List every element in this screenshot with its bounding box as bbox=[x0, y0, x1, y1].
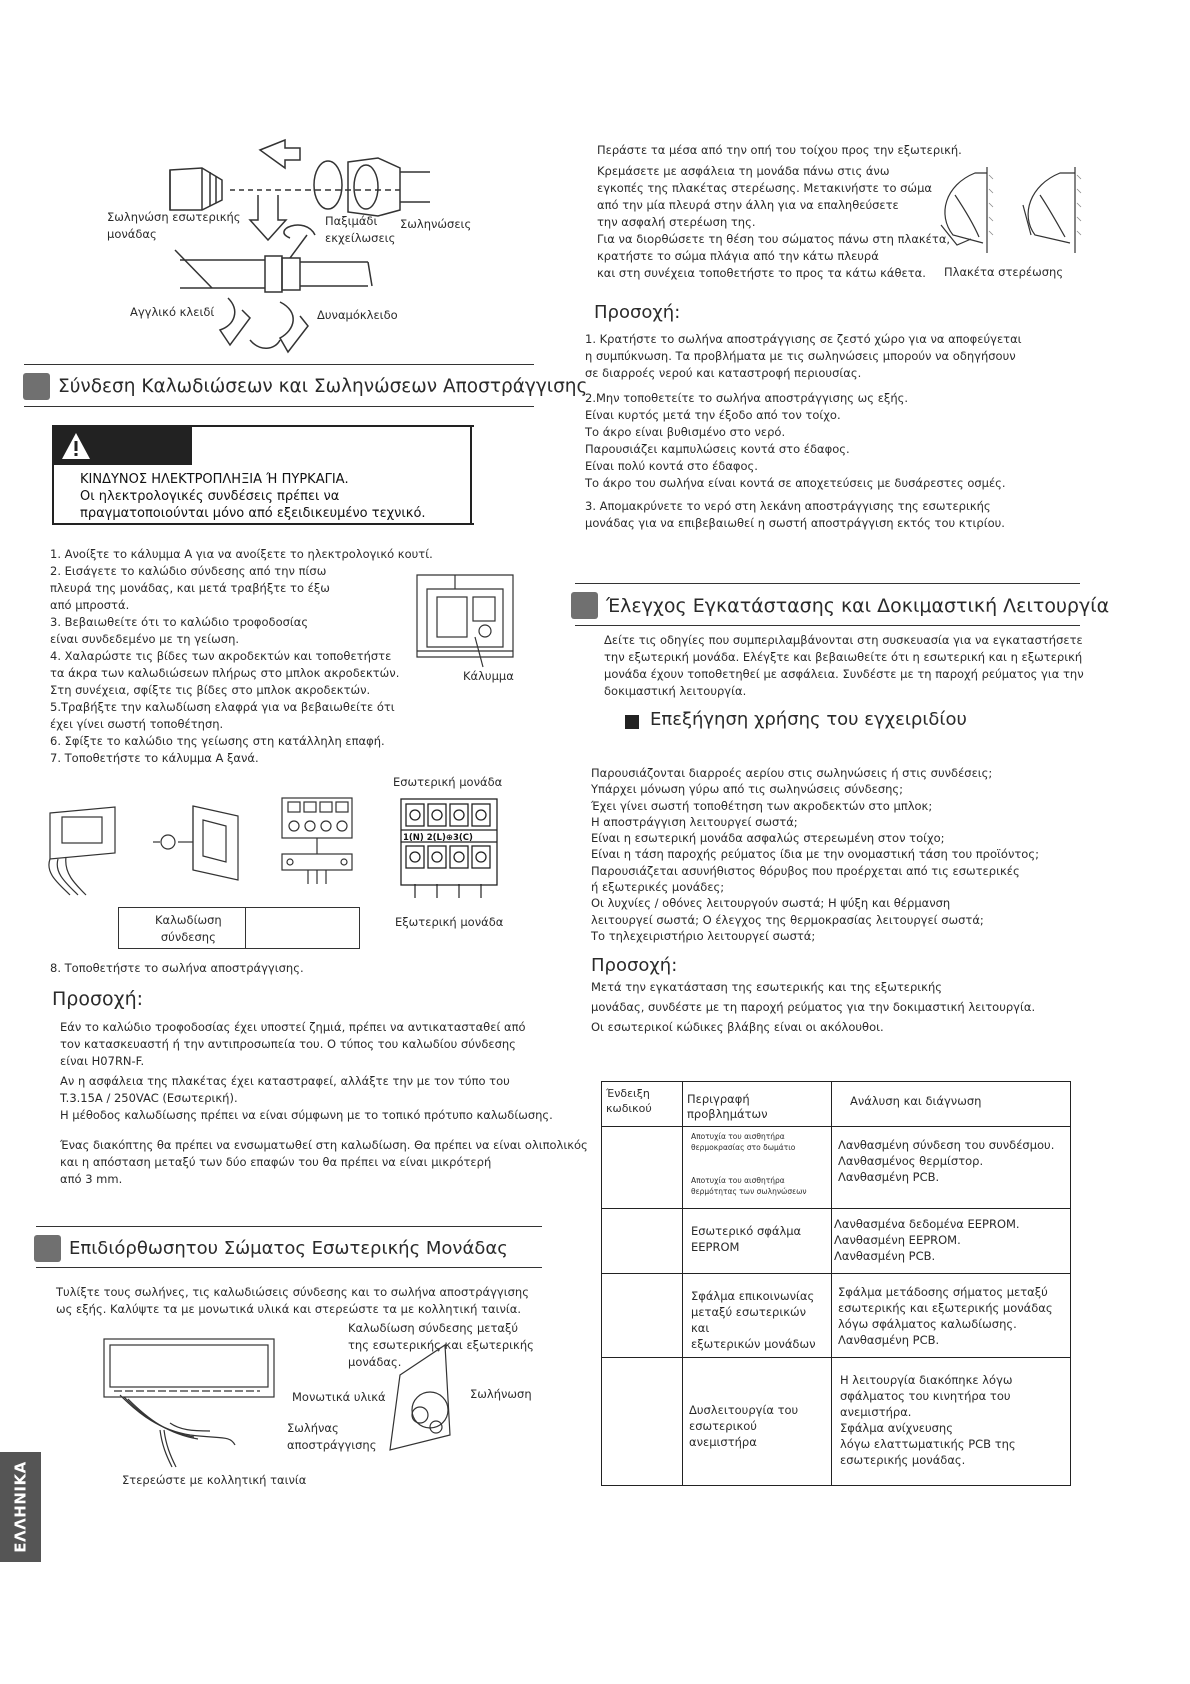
divider bbox=[24, 406, 534, 407]
code-cell bbox=[602, 1274, 683, 1358]
table-row bbox=[602, 1127, 1071, 1209]
caution-right2-text: Μετά την εγκατάσταση της εσωτερικής και της εξωτερικής μονάδας, συνδέστε με τη παροχή ρεύματος για την δοκιμαστική λειτουργία. Οι εσωτερικοί κώδικες βλάβης είναι οι ακόλουθοι. bbox=[591, 980, 1036, 1034]
body-text: Τυλίξτε τους σωλήνες, τις καλωδιώσεις σύνδεσης και το σωλήνα αποστράγγισης ως εξής. Καλύψτε τα με μονωτικά υλικά και στερεώστε τα με κολλητική ταινία. bbox=[56, 1285, 529, 1316]
description-cell: Σφάλμα επικοινωνίας μεταξύ εσωτερικών και εξωτερικών μονάδων bbox=[683, 1274, 832, 1358]
diagnosis-cell: Λανθασμένη σύνδεση του συνδέσμου. Λανθασμένος θερμίστορ. Λανθασμένη PCB. bbox=[832, 1127, 1071, 1209]
indoor-terminal-diagram bbox=[400, 798, 498, 888]
table-header-row bbox=[602, 1082, 1071, 1127]
divider bbox=[575, 583, 1080, 584]
diagnosis-cell: Λανθασμένα δεδομένα EEPROM. Λανθασμένη EEPROM. Λανθασμένη PCB. bbox=[832, 1209, 1071, 1274]
header-code: Ένδειξη κωδικού bbox=[602, 1082, 683, 1127]
label-pipe: Σωλήνωση bbox=[470, 1387, 532, 1401]
terminal-label: 1(N) 2(L)⊕3(C) bbox=[403, 833, 473, 843]
warning-box bbox=[52, 425, 474, 525]
table-row bbox=[602, 1358, 1071, 1486]
mounting-plate-figure bbox=[935, 165, 1085, 255]
subsection-title: Επεξήγηση χρήσης του εγχειριδίου bbox=[650, 709, 967, 730]
caution-text: Εάν το καλώδιο τροφοδοσίας έχει υποστεί ζημιά, πρέπει να αντικατασταθεί από τον κατασκευαστή ή την αντιπροσωπεία του. Ο τύπος του καλωδίου σύνδεσης είναι H07RN-F. Αν η ασφάλεια της πλακέτας έχει καταστραφεί, αλλάξτε την με τον τύπο του T.3.15A / 250VAC (Εσωτερική). Η μέθοδος καλωδίωσης πρέπει να είναι σύμφωνη με το τοπικό πρότυπο καλωδίωσης. Ένας διακόπτης θα πρέπει να ενσωματωθεί στη καλωδίωση. Θα πρέπει να είναι ολιπολικός και η απόσταση μεταξύ των δύο επαφών του θα πρέπει να είναι μικρότερή από 3 mm. bbox=[60, 1020, 588, 1186]
warning-header bbox=[54, 427, 192, 465]
header-description: Περιγραφή προβλημάτων bbox=[683, 1082, 832, 1127]
diagnosis-cell: Σφάλμα μετάδοσης σήματος μεταξύ εσωτερικής και εξωτερικής μονάδας λόγω σφάλματος καλωδίωσης. Λανθασμένη PCB. bbox=[832, 1274, 1071, 1358]
table-row bbox=[602, 1274, 1071, 1358]
label-conn-wiring: Καλωδίωση σύνδεσης μεταξύ της εσωτερικής και εξωτερικής μονάδας. bbox=[348, 1321, 534, 1369]
warning-line: πραγματοποιούνται μόνο από εξειδικευμένο τεχνικό. bbox=[80, 506, 426, 521]
caution-title: Προσοχή: bbox=[52, 988, 144, 1010]
caution-title: Προσοχή: bbox=[594, 302, 681, 323]
bracket-sketch bbox=[148, 800, 243, 885]
section-marker-icon bbox=[23, 373, 50, 400]
label-insulation: Μονωτικά υλικά bbox=[292, 1390, 386, 1404]
caution-title: Προσοχή: bbox=[591, 955, 678, 976]
description-cell: Αποτυχία του αισθητήρα θερμοκρασίας στο δωμάτιο Αποτυχία του αισθητήρα θερμότητας των σωληνώσεων bbox=[683, 1127, 832, 1209]
terminal-block-sketch bbox=[278, 796, 358, 886]
caution-right-text: 1. Κρατήστε το σωλήνα αποστράγγισης σε ζεστό χώρο για να αποφεύγεται η συμπύκνωση. Τα προβλήματα με τις σωληνώσεις μπορούν να οδηγήσουν σε διαρροές νερού και καταστροφή περιουσίας. 2.Μην τοποθετείτε το σωλήνα αποστράγγισης ως εξής. Είναι κυρτός μετά την έξοδο από τον τοίχο. Το άκρο είναι βυθισμένο στο νερό. Παρουσιάζει καμπυλώσεις κοντά στο έδαφος. Είναι πολύ κοντά στο έδαφος. Το άκρο του σωλήνα είναι κοντά σε αποχετεύσεις με δυσάρεστες οσμές. 3. Απομακρύνετε το νερό στη λεκάνη αποστράγγισης της εσωτερικής μονάδας για να επιβεβαιωθεί η σωστή αποστράγγιση εκτός του κτιρίου. bbox=[585, 332, 1022, 530]
section-title: Επιδιόρθωσητου Σώματος Εσωτερικής Μονάδας bbox=[69, 1238, 508, 1259]
label-outdoor-unit: Εξωτερική μονάδα bbox=[395, 915, 504, 929]
label-mounting-plate: Πλακέτα στερέωσης bbox=[944, 265, 1064, 279]
table-row bbox=[602, 1209, 1071, 1274]
manual-checklist: Παρουσιάζονται διαρροές αερίου στις σωληνώσεις ή στις συνδέσεις; Υπάρχει μόνωση γύρω από τις σωληνώσεις σύνδεσης; Έχει γίνει σωστή τοποθέτηση των ακροδεκτών στο μπλοκ; Η αποστράγγιση λειτουργεί σωστά; Είναι η εσωτερική μονάδα ασφαλώς στερεωμένη στον τοίχο; Είναι η τάση παροχής ρεύματος ίδια με την ονομαστική τάση του προϊόντος; Παρουσιάζεται ασυνήθιστος θόρυβος που προέρχεται από τις εσωτερικές ή εξωτερικές μονάδες; Οι λυχνίες / οθόνες λειτουργούν σωστά; Η ψύξη και θέρμανση λειτουργεί σωστά; Ο έλεγχος της θερμοκρασίας λειτουργεί σωστά; Το τηλεχειριστήριο λειτουργεί σωστά; bbox=[591, 766, 1039, 943]
section-heading-wiring bbox=[23, 373, 587, 400]
label-tape: Στερεώστε με κολλητική ταινία bbox=[122, 1473, 307, 1487]
check-text: Δείτε τις οδηγίες που συμπεριλαμβάνονται στη συσκευασία για να εγκαταστήσετε την εξωτερική μονάδα. Ελέγξτε και βεβαιωθείτε ότι η εσωτερική και η εξωτερική μονάδα έχουν τοποθετηθεί με ασφάλεια. Συνδέστε με τη παροχή ρεύματος για την δοκιμαστική λειτουργία. bbox=[604, 633, 1084, 698]
description-cell: Δυσλειτουργία του εσωτερικού ανεμιστήρα bbox=[683, 1358, 832, 1486]
label-drain-hose: Σωλήνας αποστράγγισης bbox=[287, 1421, 377, 1452]
label-indoor-unit: Εσωτερική μονάδα bbox=[393, 775, 503, 789]
label-pipes: Σωληνώσεις bbox=[400, 217, 472, 231]
section-title: Έλεγχος Εγκατάστασης και Δοκιμαστική Λειτουργία bbox=[606, 594, 1110, 617]
label-torque-wrench: Δυναμόκλειδο bbox=[317, 308, 398, 322]
section-marker-icon bbox=[34, 1235, 61, 1262]
connection-cable-label: Καλωδίωση σύνδεσης bbox=[155, 913, 222, 944]
section-title: Σύνδεση Καλωδιώσεων και Σωληνώσεων Αποστράγγισης bbox=[58, 376, 588, 397]
connection-cable-box bbox=[118, 907, 360, 949]
label-flare-nut: Παξιμάδι εκχείλωσεις bbox=[325, 214, 396, 245]
right-intro-line: Περάστε τα μέσα από την οπή του τοίχου προς την εξωτερική. bbox=[597, 143, 962, 157]
code-cell bbox=[602, 1209, 683, 1274]
right-intro-text: Κρεμάσετε με ασφάλεια τη μονάδα πάνω στις άνω εγκοπές της πλακέτας στερέωσης. Μετακινήστε το σώμα από την μία πλευρά στην άλλη για να επαληθεύσετε την ασφαλή στερέωση της. Για να διορθώσετε τη θέση του σώματος πάνω στη πλακέτα, κρατήστε το σώμα πλάγια από την κάτω πλευρά και στη συνέχεια τοποθετήστε το προς τα κάτω κάθετα. bbox=[597, 164, 951, 280]
description-cell: Εσωτερικό σφάλμα EEPROM bbox=[683, 1209, 832, 1274]
divider bbox=[36, 1226, 542, 1227]
divider bbox=[24, 364, 534, 365]
header-diagnosis: Ανάλυση και διάγνωση bbox=[832, 1082, 1071, 1127]
diagnosis-cell: Η λειτουργία διακόπηκε λόγω σφάλματος του κινητήρα του ανεμιστήρα. Σφάλμα ανίχνευσης λόγω ελαττωματικής PCB της εσωτερικής μονάδας. bbox=[832, 1358, 1071, 1486]
divider bbox=[575, 625, 1080, 626]
label-indoor-pipe: Σωληνώση εσωτερικής μονάδας bbox=[107, 210, 241, 241]
indoor-unit-sketch bbox=[40, 803, 120, 898]
code-cell bbox=[602, 1127, 683, 1209]
warning-border bbox=[470, 425, 472, 523]
step-8: 8. Τοποθετήστε το σωλήνα αποστράγγισης. bbox=[50, 961, 304, 975]
language-side-tab: ΕΛΛΗΝΙΚΑ bbox=[0, 1452, 41, 1562]
section-marker-icon bbox=[571, 592, 598, 619]
fault-code-table bbox=[601, 1081, 1071, 1486]
divider bbox=[36, 1267, 542, 1268]
square-bullet-icon bbox=[625, 715, 639, 729]
label-spanner: Αγγλικό κλειδί bbox=[130, 305, 215, 319]
warning-line: ΚΙΝΔΥΝΟΣ ΗΛΕΚΤΡΟΠΛΗΞΙΑ Ή ΠΥΡΚΑΓΙΑ. bbox=[80, 472, 349, 487]
label-cover: Κάλυμμα bbox=[463, 669, 514, 683]
warning-triangle-icon bbox=[60, 431, 92, 461]
wiring-steps: 1. Ανοίξτε το κάλυμμα Α για να ανοίξετε το ηλεκτρολογικό κουτί. 2. Εισάγετε το καλώδιο σύνδεσης από την πίσω πλευρά της μονάδας, και μετά τραβήξτε το έξω από μπροστά. 3. Βεβαιωθείτε ότι το καλώδιο τροφοδοσίας είναι συνδεδεμένο με τη γείωση. 4. Χαλαρώστε τις βίδες των ακροδεκτών και τοποθετήστε τα άκρα των καλωδιώσεων πλήρως στο μπλοκ ακροδεκτών. Στη συνέχεια, σφίξτε τις βίδες στο μπλοκ ακροδεκτών. 5.Τραβήξτε την καλωδίωση ελαφρά για να βεβαιωθείτε ότι έχει γίνει σωστή τοποθέτηση. 6. Σφίξτε το καλώδιο της γείωσης στη κατάλληλη επαφή. 7. Τοποθετήστε το κάλυμμα Α ξανά. bbox=[50, 547, 433, 765]
section-heading-body bbox=[34, 1235, 508, 1262]
pipe-connection-figure bbox=[110, 140, 430, 360]
section-heading-check bbox=[571, 592, 1109, 619]
warning-line: Οι ηλεκτρολογικές συνδέσεις πρέπει να bbox=[80, 489, 340, 504]
cover-figure bbox=[415, 567, 515, 662]
code-cell bbox=[602, 1358, 683, 1486]
